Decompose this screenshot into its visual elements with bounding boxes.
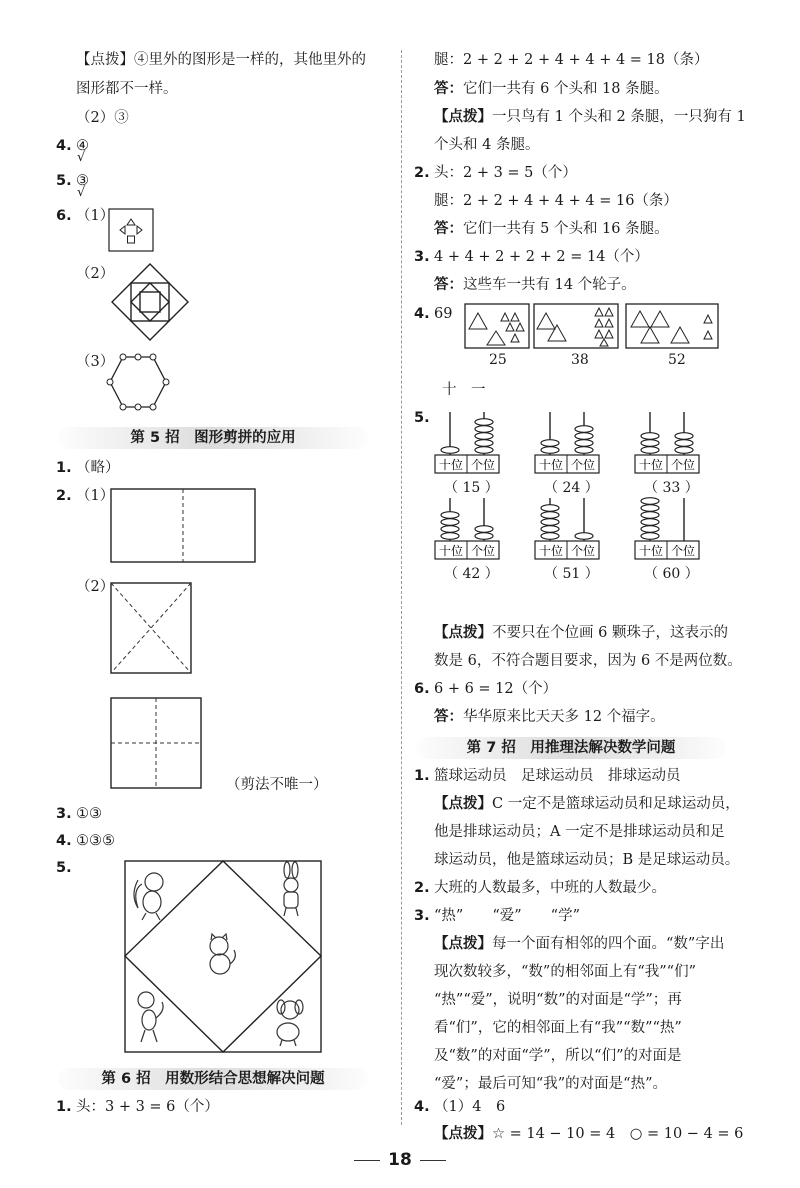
place-label: 个位 bbox=[570, 544, 596, 558]
question-number: 3. bbox=[56, 806, 72, 822]
question-number: 4. bbox=[414, 1099, 430, 1115]
tip-label: 【点拨】 bbox=[434, 1125, 492, 1142]
abacus bbox=[534, 494, 600, 560]
abacus-bead bbox=[541, 505, 559, 512]
tip-line: 他是排球运动员；A 一定不是排球运动员和足 bbox=[434, 824, 725, 840]
tip-text: 一只鸟有 1 个头和 2 条腿，一只狗有 1 bbox=[492, 109, 746, 125]
triangle-boxes bbox=[464, 303, 720, 349]
question-number: 3. bbox=[414, 249, 430, 265]
square-cross-cut-figure bbox=[110, 697, 202, 789]
triangle-box-2 bbox=[534, 304, 618, 348]
answer-text: （略） bbox=[76, 460, 120, 476]
abacus-bead bbox=[641, 512, 659, 519]
abacus-bead bbox=[475, 426, 493, 433]
abacus-bead bbox=[575, 433, 593, 440]
answer-text: ③ bbox=[76, 173, 89, 189]
abacus-bead bbox=[541, 512, 559, 519]
tip-line: “热”“爱”，说明“数”的对面是“学”；再 bbox=[434, 992, 682, 1008]
abacus-bead bbox=[475, 526, 493, 533]
answer-text: ①③ bbox=[76, 806, 102, 822]
tip-label: 【点拨】 bbox=[434, 795, 492, 812]
monkey-icon bbox=[138, 992, 163, 1042]
question-number: 4. bbox=[414, 306, 430, 322]
place-label: 个位 bbox=[470, 458, 496, 472]
place-label: 个位 bbox=[570, 458, 596, 472]
abacus bbox=[434, 408, 500, 474]
tip-line bbox=[434, 107, 746, 127]
question-number: 2. bbox=[56, 488, 72, 504]
animals-square-figure bbox=[124, 860, 322, 1053]
tip-line: “爱”；最后可知“我”的对面是“热”。 bbox=[434, 1076, 667, 1092]
answer-text: ①③⑤ bbox=[76, 833, 115, 849]
tip-line: 【点拨】④里外的图形是一样的，其他里外的 bbox=[76, 52, 366, 68]
sub-label: （3） bbox=[76, 354, 115, 370]
tip-line: 数是 6，不符合题目要求，因为 6 不是两位数。 bbox=[434, 653, 742, 669]
abacus-bead bbox=[475, 447, 493, 454]
triangle-count: 25 bbox=[489, 352, 507, 368]
abacus-bead bbox=[641, 519, 659, 526]
triangle-count: 52 bbox=[668, 352, 686, 368]
answer-text: “热” “爱” “学” bbox=[434, 908, 580, 924]
question-number: 1. bbox=[56, 460, 72, 476]
answer-line bbox=[434, 79, 669, 99]
tip-line bbox=[434, 934, 724, 954]
answer-line bbox=[434, 707, 665, 727]
answer-text: 篮球运动员 足球运动员 排球运动员 bbox=[434, 768, 681, 784]
question-number: 4. bbox=[56, 138, 72, 154]
abacus-bead bbox=[641, 433, 659, 440]
rabbit-icon bbox=[284, 862, 298, 916]
question-number: 2. bbox=[414, 165, 430, 181]
answer-text: 腿：2 + 2 + 2 + 4 + 4 + 4 = 18（条） bbox=[434, 52, 709, 68]
tip-line: 现次数较多，“数”的相邻面上有“我”“们” bbox=[434, 964, 696, 980]
hexagon-figure bbox=[108, 355, 168, 409]
abacus-bead bbox=[441, 519, 459, 526]
squirrel-icon bbox=[134, 873, 163, 920]
abacus-bead bbox=[641, 440, 659, 447]
check-mark: √ bbox=[77, 185, 86, 200]
page-number bbox=[0, 1150, 800, 1170]
square-arrows-figure bbox=[108, 208, 154, 252]
answer-label: 答： bbox=[434, 708, 463, 725]
dog-icon bbox=[277, 1000, 303, 1046]
tip-text: C 一定不是篮球运动员和足球运动员， bbox=[492, 796, 740, 812]
question-number: 3. bbox=[414, 908, 430, 924]
tip-line: 图形都不一样。 bbox=[76, 81, 178, 97]
question-number: 6. bbox=[414, 681, 430, 697]
page-dash bbox=[420, 1160, 446, 1161]
tip-label: 【点拨】 bbox=[434, 624, 492, 641]
abacus-bead bbox=[641, 447, 659, 454]
answer-label: 答： bbox=[434, 220, 463, 237]
abacus-bead bbox=[441, 526, 459, 533]
check-mark: √ bbox=[77, 150, 86, 165]
rectangle-cut-figure bbox=[110, 488, 256, 563]
answer-text: 大班的人数最多，中班的人数最少。 bbox=[434, 880, 666, 896]
abacus-bead bbox=[475, 433, 493, 440]
place-label: 个位 bbox=[470, 544, 496, 558]
sub-label: （1） bbox=[76, 208, 115, 224]
abacus-bead bbox=[641, 533, 659, 540]
abacus-bead bbox=[675, 433, 693, 440]
question-number: 5. bbox=[56, 860, 72, 876]
question-number: 1. bbox=[56, 1099, 72, 1115]
sub-label: （2） bbox=[76, 579, 115, 595]
abacus-bead bbox=[575, 426, 593, 433]
tip-line: 看“们”，它的相邻面上有“我”“数”“热” bbox=[434, 1020, 682, 1036]
answer-text: ④ bbox=[76, 138, 89, 154]
sub-label: （2） bbox=[76, 266, 115, 282]
column-divider bbox=[401, 50, 402, 1125]
tip-line: 球运动员，他是篮球运动员；B 是足球运动员。 bbox=[434, 852, 740, 868]
triangle-box-1 bbox=[465, 304, 529, 348]
tip-text: 每一个面有相邻的四个面。“数”字出 bbox=[492, 936, 725, 952]
answer-text: 4 + 4 + 2 + 2 + 2 = 14（个） bbox=[434, 249, 649, 265]
abacus-value: （ 51 ） bbox=[544, 566, 599, 582]
abacus-bead bbox=[541, 526, 559, 533]
abacus-value: （ 15 ） bbox=[444, 480, 499, 496]
nested-squares-figure bbox=[110, 262, 190, 342]
section-5-header: 第 5 招 图形剪拼的应用 bbox=[58, 427, 368, 449]
abacus-value: （ 60 ） bbox=[644, 566, 699, 582]
tip-label: 【点拨】 bbox=[434, 935, 492, 952]
note-text: （剪法不唯一） bbox=[226, 777, 328, 793]
answer-text: 头：3 + 3 = 6（个） bbox=[76, 1099, 219, 1115]
abacus bbox=[634, 494, 700, 560]
abacus-bead bbox=[675, 447, 693, 454]
abacus-value: （ 42 ） bbox=[444, 566, 499, 582]
tip-text: 不要只在个位画 6 颗珠子，这表示的 bbox=[492, 625, 728, 641]
tip-text: ☆ = 14 − 10 = 4 ○ = 10 − 4 = 6 bbox=[492, 1126, 744, 1142]
question-number: 2. bbox=[414, 880, 430, 896]
abacus-bead bbox=[641, 498, 659, 505]
cat-icon bbox=[210, 934, 235, 974]
answer-text: 头：2 + 3 = 5（个） bbox=[434, 165, 577, 181]
abacus-bead bbox=[475, 533, 493, 540]
question-number: 1. bbox=[414, 768, 430, 784]
abacus-bead bbox=[541, 533, 559, 540]
answer-line: （2）③ bbox=[76, 110, 129, 126]
place-label: 十位 bbox=[538, 544, 564, 558]
place-header: 十 一 bbox=[442, 382, 486, 398]
abacus-bead bbox=[575, 447, 593, 454]
place-label: 十位 bbox=[638, 544, 664, 558]
abacus bbox=[634, 408, 700, 474]
place-label: 十位 bbox=[538, 458, 564, 472]
answer-text: 腿：2 + 2 + 4 + 4 + 4 = 16（条） bbox=[434, 193, 678, 209]
answer-line bbox=[434, 219, 669, 239]
abacus bbox=[434, 494, 500, 560]
abacus-bead bbox=[441, 533, 459, 540]
answer-text: 这些车一共有 14 个轮子。 bbox=[463, 277, 636, 293]
question-number: 6. bbox=[56, 208, 72, 224]
abacus-value: （ 33 ） bbox=[644, 480, 699, 496]
abacus-bead bbox=[641, 526, 659, 533]
abacus-bead bbox=[475, 419, 493, 426]
abacus-bead bbox=[575, 440, 593, 447]
place-label: 个位 bbox=[670, 544, 696, 558]
square-diagonal-cut-figure bbox=[110, 582, 192, 674]
triangle-count: 38 bbox=[571, 352, 589, 368]
answer-label: 答： bbox=[434, 80, 463, 97]
abacus-value: （ 24 ） bbox=[544, 480, 599, 496]
tip-label: 【点拨】 bbox=[434, 108, 492, 125]
place-label: 十位 bbox=[438, 458, 464, 472]
answer-text: 69 bbox=[434, 306, 453, 322]
question-number: 4. bbox=[56, 833, 72, 849]
abacus bbox=[534, 408, 600, 474]
tip-line bbox=[434, 794, 740, 814]
place-label: 十位 bbox=[438, 544, 464, 558]
tip-line bbox=[434, 1124, 743, 1144]
page-number-text: 18 bbox=[388, 1150, 412, 1170]
abacus-bead bbox=[541, 447, 559, 454]
abacus-bead bbox=[441, 512, 459, 519]
answer-text: 它们一共有 5 个头和 16 条腿。 bbox=[463, 221, 669, 237]
tip-line: 及“数”的对面“学”，所以“们”的对面是 bbox=[434, 1048, 682, 1064]
answer-line bbox=[434, 275, 636, 295]
abacus-bead bbox=[541, 440, 559, 447]
answer-text: 华华原来比天天多 12 个福字。 bbox=[463, 709, 665, 725]
place-label: 十位 bbox=[638, 458, 664, 472]
question-number: 5. bbox=[414, 410, 430, 426]
triangle-box-3 bbox=[626, 304, 718, 348]
abacus-bead bbox=[675, 440, 693, 447]
answer-label: 答： bbox=[434, 276, 463, 293]
place-label: 个位 bbox=[670, 458, 696, 472]
answer-text: 6 + 6 = 12（个） bbox=[434, 681, 558, 697]
answer-text: （1）4 6 bbox=[434, 1099, 506, 1115]
abacus-bead bbox=[541, 519, 559, 526]
tip-line: 个头和 4 条腿。 bbox=[434, 137, 540, 153]
abacus-bead bbox=[641, 505, 659, 512]
abacus-bead bbox=[441, 447, 459, 454]
sub-label: （1） bbox=[76, 488, 115, 504]
section-6-header: 第 6 招 用数形结合思想解决问题 bbox=[58, 1068, 368, 1090]
abacus-bead bbox=[575, 533, 593, 540]
page-dash bbox=[354, 1160, 380, 1161]
answer-text: 它们一共有 6 个头和 18 条腿。 bbox=[463, 81, 669, 97]
question-number: 5. bbox=[56, 173, 72, 189]
section-7-header: 第 7 招 用推理法解决数学问题 bbox=[416, 737, 726, 759]
tip-line bbox=[434, 623, 728, 643]
abacus-bead bbox=[475, 440, 493, 447]
